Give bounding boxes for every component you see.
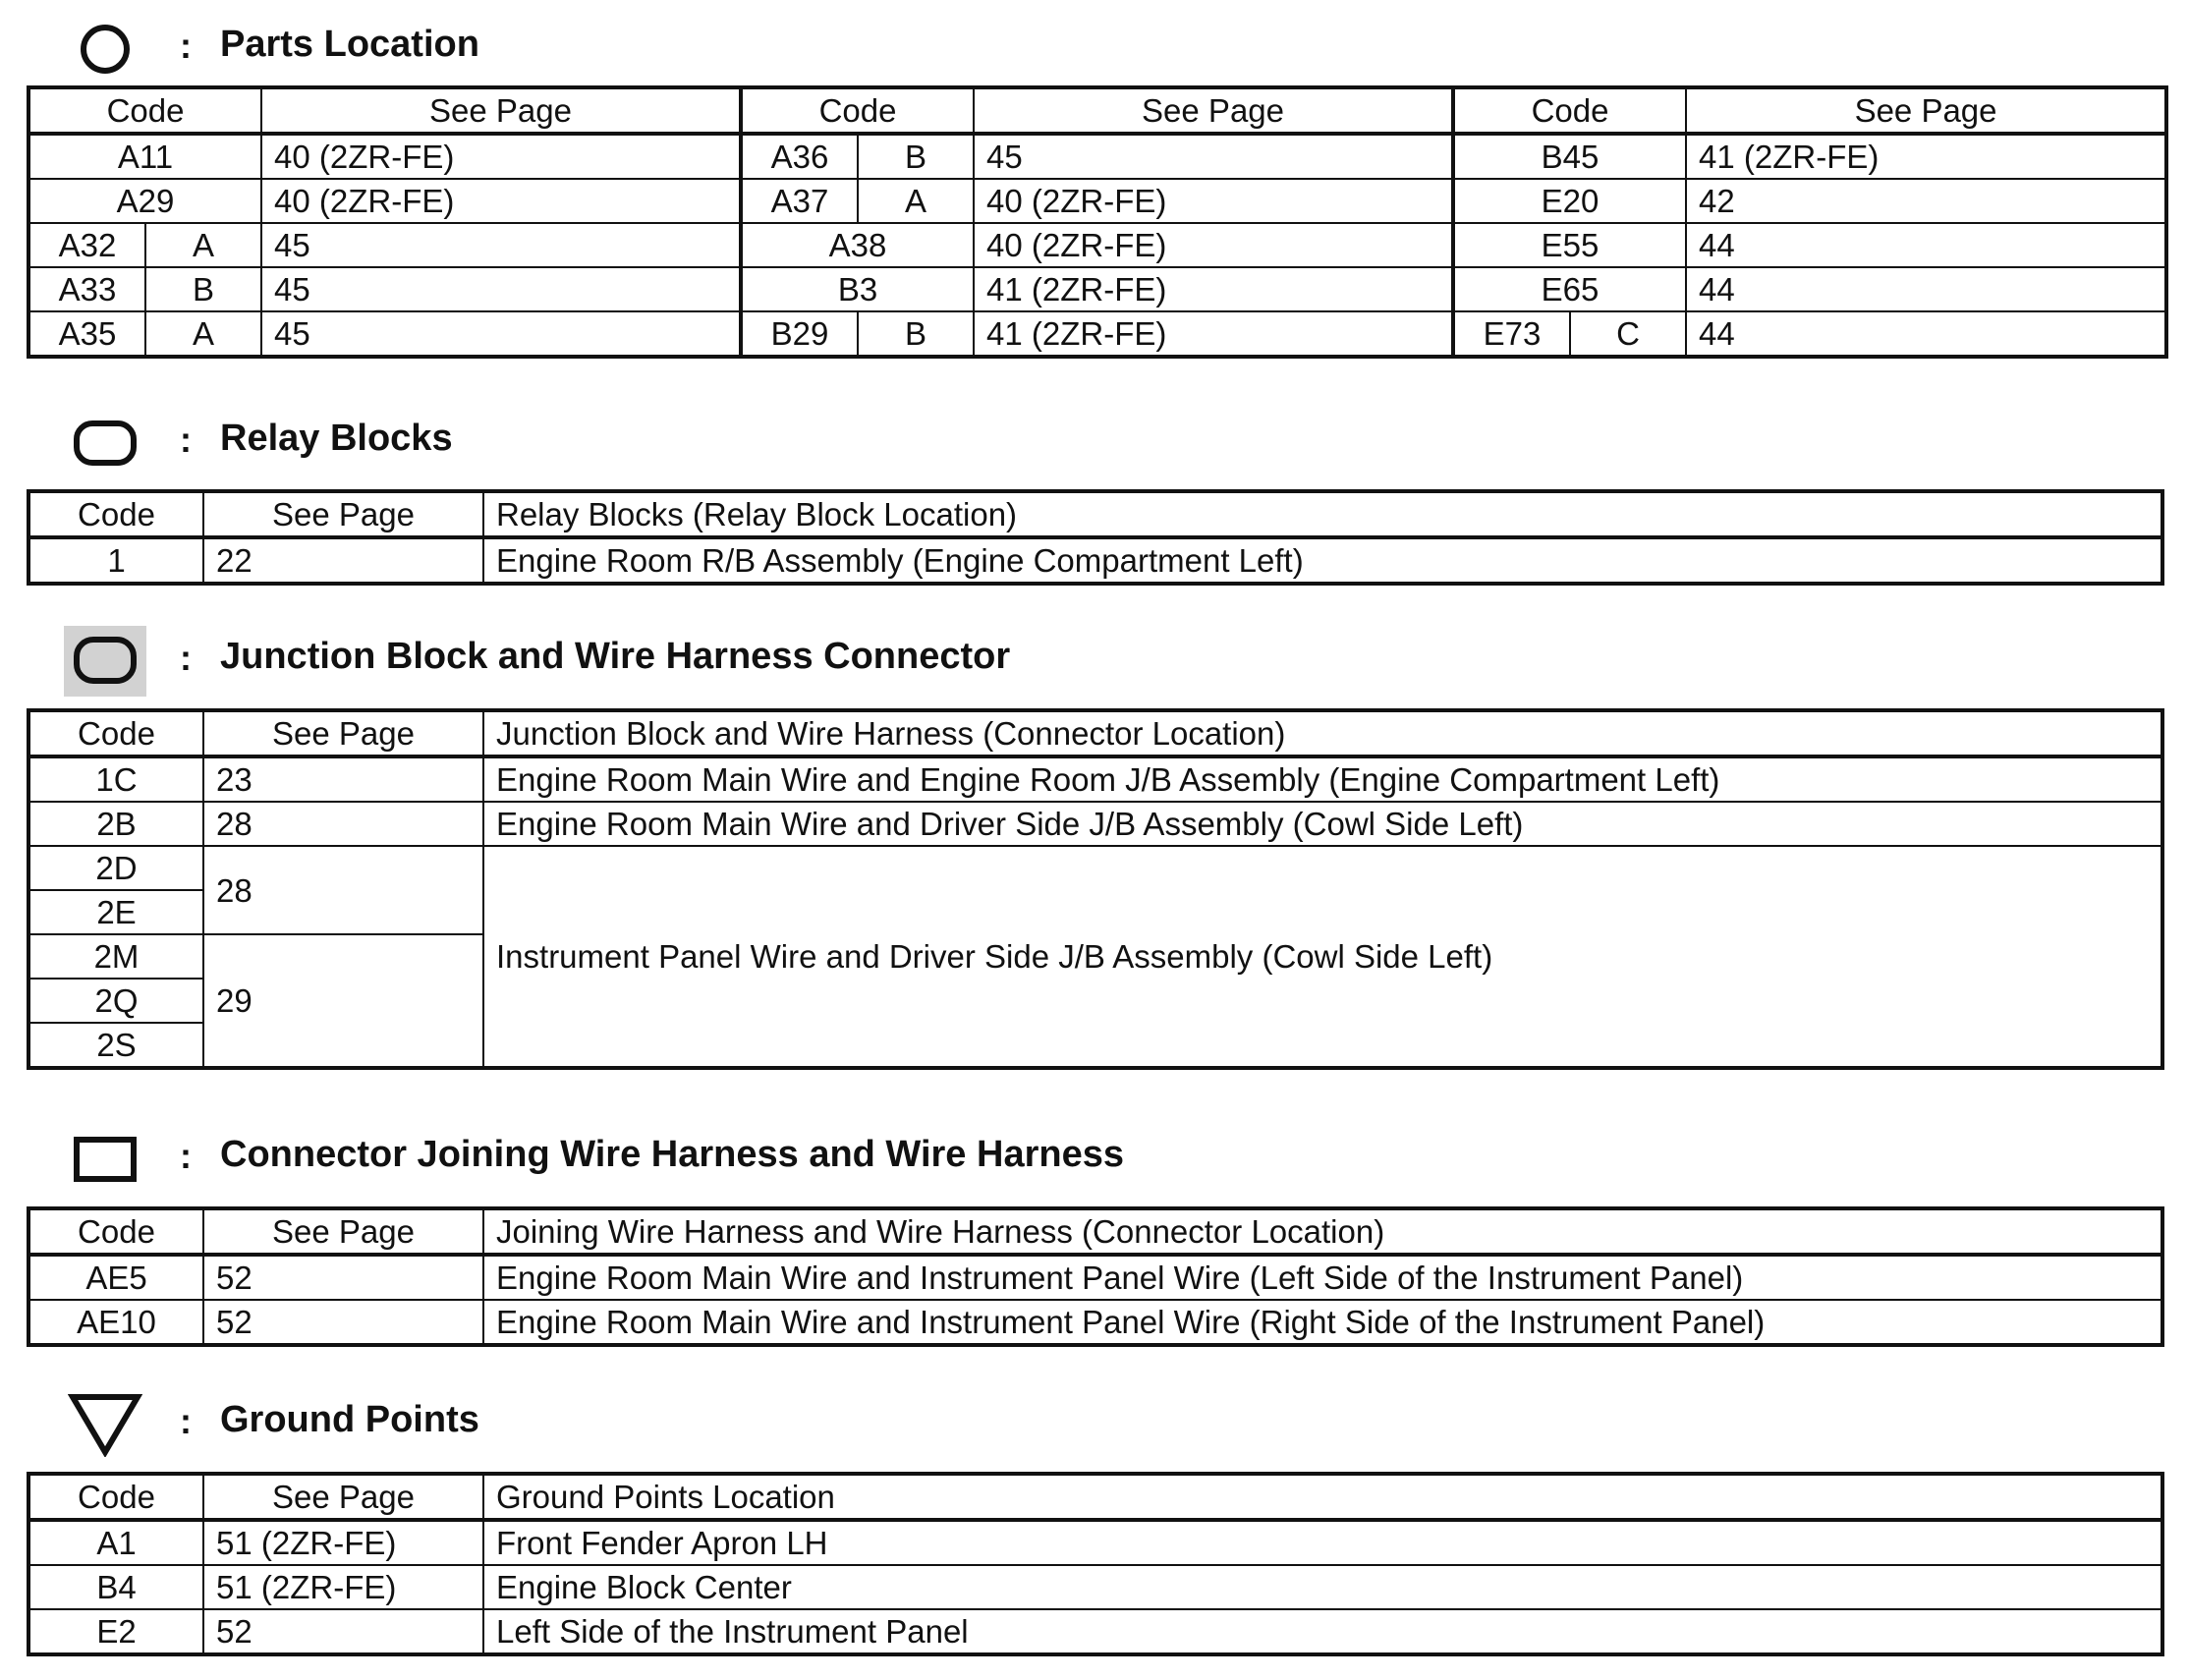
header-see-page: See Page [203, 491, 483, 537]
code-cell: B45 [1453, 134, 1686, 179]
page-cell: 51 (2ZR-FE) [203, 1520, 483, 1565]
separator: : [180, 1136, 192, 1176]
section-title: Parts Location [220, 24, 479, 65]
page-cell: 45 [974, 134, 1453, 179]
sub-code-cell: B [858, 134, 974, 179]
section-title: Connector Joining Wire Harness and Wire Harness [220, 1134, 1124, 1175]
code-cell: 2Q [28, 979, 203, 1023]
relay-blocks-table [27, 489, 2164, 586]
header-description: Relay Blocks (Relay Block Location) [483, 491, 2162, 537]
page-cell: 28 [203, 846, 483, 934]
page-cell: 28 [203, 802, 483, 846]
table-row [28, 802, 2162, 846]
sub-code-cell: A [858, 179, 974, 223]
header-description: Joining Wire Harness and Wire Harness (Connector Location) [483, 1208, 2162, 1255]
sub-code-cell: B [145, 267, 261, 311]
code-cell: AE5 [28, 1255, 203, 1300]
junction-block-table [27, 708, 2164, 1070]
code-cell: A1 [28, 1520, 203, 1565]
code-cell: 2D [28, 846, 203, 890]
page-cell: 44 [1686, 267, 2166, 311]
separator: : [180, 638, 192, 678]
description-cell: Engine Room Main Wire and Engine Room J/B Assembly (Engine Compartment Left) [483, 756, 2162, 802]
code-cell: E20 [1453, 179, 1686, 223]
page-cell: 44 [1686, 223, 2166, 267]
header-see-page: See Page [203, 1208, 483, 1255]
code-cell: A11 [28, 134, 261, 179]
code-cell: E73 [1453, 311, 1570, 357]
page-cell: 40 (2ZR-FE) [261, 134, 741, 179]
connector-joining-table [27, 1206, 2164, 1347]
header-code: Code [28, 491, 203, 537]
page-cell: 52 [203, 1255, 483, 1300]
description-cell: Engine Room Main Wire and Instrument Panel Wire (Right Side of the Instrument Panel) [483, 1300, 2162, 1345]
code-cell: A37 [741, 179, 858, 223]
relay-blocks-heading [0, 398, 2189, 486]
table-row [28, 179, 2166, 223]
header-see-page: See Page [203, 1474, 483, 1520]
header-see-page: See Page [974, 87, 1453, 134]
separator: : [180, 26, 192, 66]
parts-location-heading [0, 4, 2189, 92]
description-cell: Engine Room R/B Assembly (Engine Compartment Left) [483, 537, 2162, 584]
description-cell: Engine Room Main Wire and Instrument Panel Wire (Left Side of the Instrument Panel) [483, 1255, 2162, 1300]
page-cell: 51 (2ZR-FE) [203, 1565, 483, 1609]
page-cell: 41 (2ZR-FE) [974, 311, 1453, 357]
code-cell: 2B [28, 802, 203, 846]
code-cell: E2 [28, 1609, 203, 1654]
code-cell: 2S [28, 1023, 203, 1068]
table-row [28, 311, 2166, 357]
page-cell: 41 (2ZR-FE) [974, 267, 1453, 311]
page-cell: 45 [261, 267, 741, 311]
code-cell: A29 [28, 179, 261, 223]
table-row [28, 1255, 2162, 1300]
table-row [28, 267, 2166, 311]
rounded-rectangle-icon [63, 412, 147, 475]
header-code: Code [28, 710, 203, 756]
code-cell: A35 [28, 311, 145, 357]
page-cell: 45 [261, 311, 741, 357]
page-cell: 52 [203, 1300, 483, 1345]
sub-code-cell: A [145, 223, 261, 267]
header-code: Code [28, 1208, 203, 1255]
sub-code-cell: A [145, 311, 261, 357]
code-cell: B4 [28, 1565, 203, 1609]
header-code: Code [28, 87, 261, 134]
page-cell: 42 [1686, 179, 2166, 223]
circle-icon [63, 18, 147, 81]
sub-code-cell: B [858, 311, 974, 357]
table-row [28, 1565, 2162, 1609]
header-code: Code [28, 1474, 203, 1520]
table-header-row [28, 1208, 2162, 1255]
description-cell: Front Fender Apron LH [483, 1520, 2162, 1565]
page-cell: 40 (2ZR-FE) [974, 179, 1453, 223]
description-cell: Engine Room Main Wire and Driver Side J/B Assembly (Cowl Side Left) [483, 802, 2162, 846]
table-row [28, 846, 2162, 890]
table-row [28, 134, 2166, 179]
code-cell: A33 [28, 267, 145, 311]
description-cell: Engine Block Center [483, 1565, 2162, 1609]
table-header-row [28, 1474, 2162, 1520]
code-cell: 2E [28, 890, 203, 934]
code-cell: 1 [28, 537, 203, 584]
ground-points-heading [0, 1379, 2189, 1468]
page-cell: 44 [1686, 311, 2166, 357]
header-see-page: See Page [1686, 87, 2166, 134]
section-title: Relay Blocks [220, 418, 453, 459]
code-cell: A32 [28, 223, 145, 267]
header-code: Code [1453, 87, 1686, 134]
separator: : [180, 1401, 192, 1441]
code-cell: E65 [1453, 267, 1686, 311]
parts-location-table [27, 85, 2168, 359]
table-header-row [28, 87, 2166, 134]
section-title: Ground Points [220, 1399, 479, 1440]
table-row [28, 1300, 2162, 1345]
sub-code-cell: C [1570, 311, 1686, 357]
page-cell: 22 [203, 537, 483, 584]
header-description: Ground Points Location [483, 1474, 2162, 1520]
table-row [28, 1609, 2162, 1654]
table-row [28, 223, 2166, 267]
page-cell: 29 [203, 934, 483, 1068]
page-cell: 40 (2ZR-FE) [261, 179, 741, 223]
rectangle-icon [63, 1128, 147, 1191]
junction-block-heading [0, 616, 2189, 704]
table-header-row [28, 491, 2162, 537]
code-cell: B3 [741, 267, 974, 311]
table-row [28, 756, 2162, 802]
table-row [28, 537, 2162, 584]
code-cell: A38 [741, 223, 974, 267]
page-cell: 52 [203, 1609, 483, 1654]
code-cell: E55 [1453, 223, 1686, 267]
code-cell: A36 [741, 134, 858, 179]
connector-joining-heading [0, 1114, 2189, 1203]
description-cell: Instrument Panel Wire and Driver Side J/B Assembly (Cowl Side Left) [483, 846, 2162, 1068]
header-see-page: See Page [203, 710, 483, 756]
table-row [28, 1520, 2162, 1565]
header-see-page: See Page [261, 87, 741, 134]
header-description: Junction Block and Wire Harness (Connector Location) [483, 710, 2162, 756]
triangle-down-icon [63, 1393, 147, 1456]
page-cell: 40 (2ZR-FE) [974, 223, 1453, 267]
section-title: Junction Block and Wire Harness Connector [220, 636, 1011, 677]
page-cell: 41 (2ZR-FE) [1686, 134, 2166, 179]
separator: : [180, 420, 192, 460]
description-cell: Left Side of the Instrument Panel [483, 1609, 2162, 1654]
code-cell: 2M [28, 934, 203, 979]
ground-points-table [27, 1472, 2164, 1656]
code-cell: 1C [28, 756, 203, 802]
page-cell: 23 [203, 756, 483, 802]
header-code: Code [741, 87, 974, 134]
code-cell: AE10 [28, 1300, 203, 1345]
shaded-rounded-rectangle-icon [63, 630, 147, 693]
page-cell: 45 [261, 223, 741, 267]
table-header-row [28, 710, 2162, 756]
code-cell: B29 [741, 311, 858, 357]
